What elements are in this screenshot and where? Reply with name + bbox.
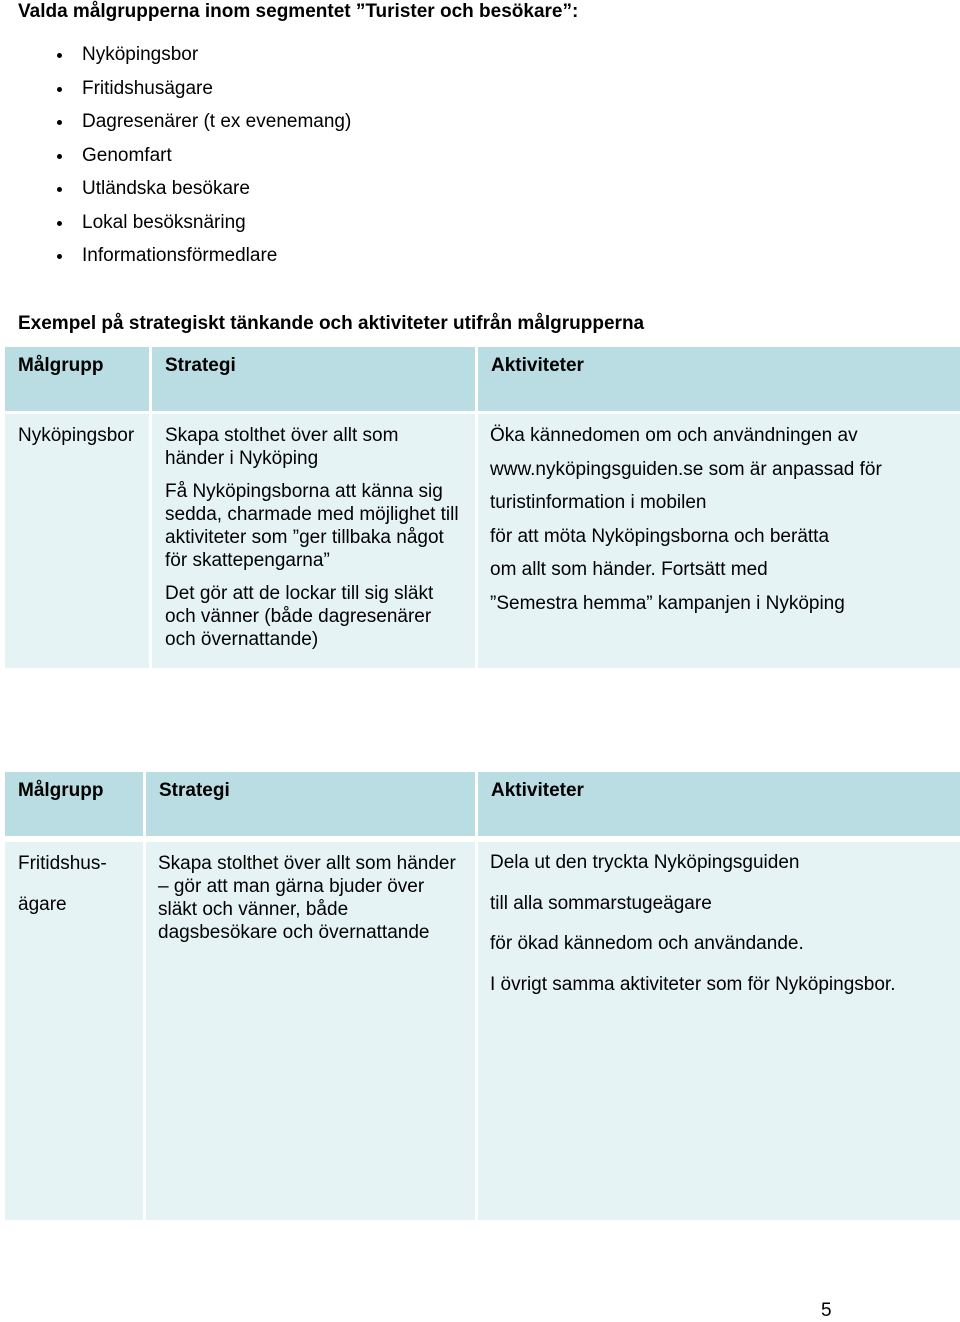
group-cell (5, 842, 143, 1220)
header-label: Strategi (159, 780, 230, 801)
activity-line: ”Semestra hemma” kampanjen i Nyköping (490, 592, 845, 614)
example-heading: Exempel på strategiskt tänkande och aktiviteter utifrån målgrupperna (18, 313, 645, 334)
activity-line: för ökad kännedom och användande. (490, 933, 804, 954)
group-name: Nyköpingsbor (18, 425, 135, 446)
strategy-cell (152, 414, 475, 668)
activity-line: om allt som händer. Fortsätt med (490, 559, 768, 580)
list-item-text: Fritidshusägare (82, 77, 213, 99)
header-cell-strategi (152, 347, 475, 411)
header-label: Målgrupp (18, 780, 104, 801)
bullet-icon (57, 187, 62, 192)
list-item (0, 111, 351, 145)
list-item-text: Lokal besöksnäring (82, 211, 246, 233)
bullet-icon (57, 254, 62, 259)
bullet-icon (57, 87, 62, 92)
strategy-paragraph: Det gör att de lockar till sig släkt och vänner (både dagresenärer och övernattande) (165, 583, 434, 650)
header-cell-malgrupp (5, 347, 149, 411)
list-item-text: Informationsförmedlare (82, 245, 278, 266)
strategy-table-fritidshusagare (5, 772, 960, 1220)
activities-cell (478, 414, 960, 668)
target-group-list (0, 44, 351, 279)
bullet-icon (57, 154, 62, 159)
group-name: ägare (18, 893, 67, 915)
strategy-paragraph: Skapa stolthet över allt som händer i Nyköping (165, 425, 399, 469)
list-item (0, 78, 351, 112)
list-item-text: Utländska besökare (82, 178, 250, 199)
group-name: Fritidshus- (18, 853, 107, 874)
strategy-paragraph: Skapa stolthet över allt som händer – gör att man gärna bjuder över släkt och vänner, både dagsbesökare och övernattande (158, 853, 456, 943)
bullet-icon (57, 53, 62, 58)
header-label: Strategi (165, 355, 236, 376)
activity-line: turistinformation i mobilen (490, 492, 707, 513)
header-label: Målgrupp (18, 355, 104, 376)
strategy-cell (146, 842, 475, 1220)
activity-line: för att möta Nyköpingsborna och berätta (490, 525, 830, 547)
list-item (0, 178, 351, 212)
header-cell-aktiviteter (478, 347, 960, 411)
list-item (0, 145, 351, 179)
strategy-paragraph: Få Nyköpingsborna att känna sig sedda, charmade med möjlighet till aktiviteter som ”ger tillbaka något för skattepengarna” (165, 481, 459, 571)
strategy-table-nykopingsbor (5, 347, 960, 668)
activity-line: Öka kännedomen om och användningen av (490, 425, 858, 446)
list-item-text: Genomfart (82, 144, 172, 166)
bullet-icon (57, 221, 62, 226)
activity-line: Dela ut den tryckta Nyköpingsguiden (490, 852, 800, 873)
list-item-text: Dagresenärer (t ex evenemang) (82, 111, 352, 132)
activity-line: www.nyköpingsguiden.se som är anpassad för (490, 458, 882, 480)
page-number: 5 (821, 1300, 832, 1321)
header-cell-strategi (146, 772, 475, 836)
header-cell-malgrupp (5, 772, 143, 836)
header-label: Aktiviteter (491, 355, 584, 376)
list-item (0, 44, 351, 78)
bullet-icon (57, 120, 62, 125)
list-item (0, 212, 351, 246)
list-item-text: Nyköpingsbor (82, 44, 199, 65)
list-item (0, 245, 351, 279)
header-cell-aktiviteter (478, 772, 960, 836)
activity-line: till alla sommarstugeägare (490, 892, 712, 914)
group-cell (5, 414, 149, 668)
section-heading: Valda målgrupperna inom segmentet ”Turister och besökare”: (18, 1, 579, 22)
activities-cell (478, 842, 960, 1220)
header-label: Aktiviteter (491, 780, 584, 801)
activity-line: I övrigt samma aktiviteter som för Nyköpingsbor. (490, 973, 896, 995)
